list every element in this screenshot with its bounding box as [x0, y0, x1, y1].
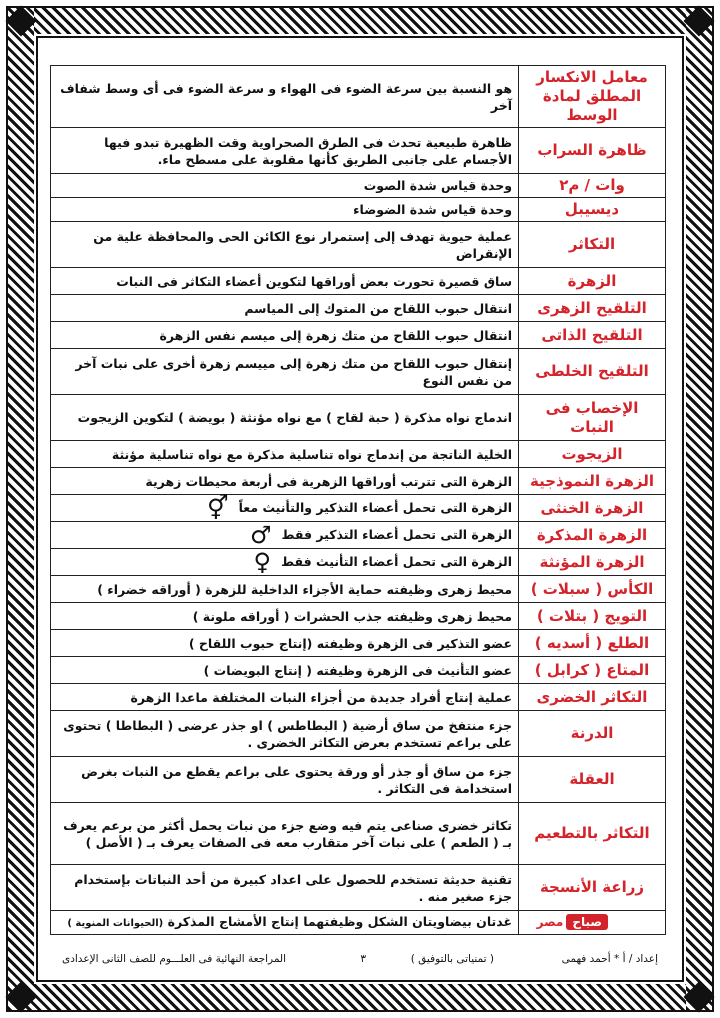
term-cell: العقلة: [519, 757, 666, 803]
definition-text: جزء من ساق أو جذر أو ورقة يحتوى على براعم يقطع من النبات بغرض استخدامة فى التكاثر .: [81, 763, 512, 796]
definition-text: اندماج نواه مذكرة ( حبة لقاح ) مع نواه مؤنثة ( بويضة ) لتكوين الزيجوت: [77, 410, 512, 425]
term-cell: الزيجوت: [519, 441, 666, 468]
term-cell: وات / م٢: [519, 174, 666, 198]
definition-text: غدتان بيضاويتان الشكل وظيفتهما إنتاج الأمشاج المذكرة: [167, 914, 512, 929]
table-row: [51, 865, 666, 911]
definition-cell: [51, 549, 519, 576]
definition-cell: [51, 268, 519, 295]
definition-text: وحدة قياس شدة الضوضاء: [353, 202, 512, 217]
table-row: [51, 603, 666, 630]
border-band-bottom: [8, 984, 712, 1010]
definition-text: تكاثر خضرى صناعى يتم فيه وضع جزء من نبات يحمل أكثر من برعم يعرف بـ ( الطعم ) على نبات آخر متقارب معه فى الصفات يعرف بـ ( الأصل ): [63, 817, 512, 850]
footer-author: إعداد / أ * أحمد فهمى: [561, 953, 658, 965]
border-band-left: [8, 8, 34, 1010]
definition-cell: [51, 757, 519, 803]
definition-text: محيط زهرى وظيفته جذب الحشرات ( أوراقه ملونة ): [192, 608, 512, 624]
table-row: [51, 468, 666, 495]
table-row: [51, 66, 666, 128]
table-row: [51, 222, 666, 268]
definition-note: (الحيوانات المنوية ): [67, 918, 164, 929]
logo-text-b: مصر: [536, 915, 564, 929]
gender-symbol-icon: ⚥: [206, 494, 229, 522]
definition-text: انتقال حبوب اللقاح من متك زهرة إلى ميسم نفس الزهرة: [159, 327, 512, 343]
definition-text: ظاهرة طبيعية تحدث فى الطرق الصحراوية وقت الظهيرة تبدو فيها الأجسام على جانبى الطريق كأنها مقلوبة على مسطح ماء.: [104, 134, 512, 167]
definition-cell: [51, 322, 519, 349]
definition-text: إنتقال حبوب اللقاح من متك زهرة إلى مييسم زهرة أخرى على نبات آخر من نفس النوع: [75, 355, 512, 388]
table-row: [51, 322, 666, 349]
definition-cell: [51, 174, 519, 198]
term-cell: التلقيح الخلطى: [519, 349, 666, 395]
table-row: [51, 295, 666, 322]
definition-cell: [51, 468, 519, 495]
term-cell: ديسيبل: [519, 198, 666, 222]
table-row: [51, 549, 666, 576]
term-cell: الطلع ( أسديه ): [519, 630, 666, 657]
definition-cell: [51, 711, 519, 757]
definition-text: محيط زهرى وظيفته حماية الأجزاء الداخلية للزهرة ( أوراقه خضراء ): [97, 581, 512, 597]
definition-text: الزهرة التى تحمل أعضاء التذكير والتأنيث معاً: [238, 500, 512, 515]
term-cell: التلقيح الذاتى: [519, 322, 666, 349]
table-row: [51, 803, 666, 865]
definition-cell: [51, 911, 519, 935]
definition-text: عضو التأنيث فى الزهرة وظيفته ( إنتاج البويضات ): [203, 662, 512, 678]
term-cell: الزهرة المذكرة: [519, 522, 666, 549]
definition-text: عضو التذكير فى الزهرة وظيفته (إنتاج حبوب اللقاح ): [188, 635, 512, 651]
glossary-body: [51, 66, 666, 935]
table-row: [51, 128, 666, 174]
term-cell: الزهرة: [519, 268, 666, 295]
gender-symbol-icon: ♀: [253, 548, 272, 576]
definition-text: الزهرة التى تترتب أوراقها الزهرية فى أربعة محيطات زهرية: [145, 473, 512, 489]
table-row: [51, 757, 666, 803]
definition-text: جزء منتفخ من ساق أرضية ( البطاطس ) او جذر عرضى ( البطاطا ) تحتوى على براعم تستخدم بعرض التكاثر الخضرى .: [63, 717, 512, 750]
definition-text: عملية حيوية تهدف إلى إستمرار نوع الكائن الحى والمحافظة علية من الإنقراض: [93, 228, 512, 261]
table-row: [51, 198, 666, 222]
definition-cell: [51, 495, 519, 522]
term-cell: التكاثر بالتطعيم: [519, 803, 666, 865]
term-cell: التكاثر: [519, 222, 666, 268]
page-footer: [58, 949, 662, 971]
definition-text: هو النسبة بين سرعة الضوء فى الهواء و سرعة الضوء فى أى وسط شفاف آخر: [60, 80, 512, 113]
table-row: [51, 522, 666, 549]
logo-text-a: صباح: [566, 914, 608, 930]
definition-text: تقنية حديثة تستخدم للحصول على اعداد كبيرة من أحد النباتات بإستخدام جزء صغير منه .: [74, 871, 512, 904]
table-row: [51, 395, 666, 441]
term-cell: الزهرة الخنثى: [519, 495, 666, 522]
definition-cell: [51, 603, 519, 630]
table-row: [51, 630, 666, 657]
definition-cell: [51, 576, 519, 603]
definition-text: عملية إنتاج أفراد جديدة من أجزاء النبات المختلفة ماعدا الزهرة: [130, 689, 512, 705]
term-cell: الكأس ( سبلات ): [519, 576, 666, 603]
term-cell: ظاهرة السراب: [519, 128, 666, 174]
definition-cell: [51, 865, 519, 911]
table-row: [51, 349, 666, 395]
definition-cell: [51, 630, 519, 657]
border-band-right: [686, 8, 712, 1010]
definition-cell: [51, 803, 519, 865]
definition-cell: [51, 198, 519, 222]
table-row: [51, 711, 666, 757]
term-cell: الدرنة: [519, 711, 666, 757]
table-row: [51, 268, 666, 295]
term-cell: الإخصاب فى النبات: [519, 395, 666, 441]
term-cell: زراعة الأنسجة: [519, 865, 666, 911]
term-cell: التكاثر الخضرى: [519, 684, 666, 711]
table-row: [51, 495, 666, 522]
page-number: ٣: [360, 953, 366, 965]
term-cell: الزهرة النموذجية: [519, 468, 666, 495]
definition-cell: [51, 349, 519, 395]
term-cell: المتاع ( كرابل ): [519, 657, 666, 684]
definition-cell: [51, 522, 519, 549]
table-row: [51, 576, 666, 603]
definition-cell: [51, 128, 519, 174]
definition-cell: [51, 657, 519, 684]
term-cell: التويج ( بتلات ): [519, 603, 666, 630]
definition-cell: [51, 395, 519, 441]
definition-cell: [51, 222, 519, 268]
definition-text: الزهرة التى تحمل أعضاء التأنيث فقط: [281, 554, 512, 569]
definition-cell: [51, 295, 519, 322]
site-logo: [520, 911, 608, 931]
definition-text: الزهرة التى تحمل أعضاء التذكير فقط: [281, 527, 512, 542]
definition-text: ساق قصيرة تحورت بعض أوراقها لتكوين أعضاء التكاثر فى النبات: [116, 273, 512, 289]
gender-symbol-icon: ♂: [249, 521, 272, 549]
glossary-table: [50, 65, 666, 935]
table-row: [51, 657, 666, 684]
definition-text: الخلية الناتجة من إندماج نواه تناسلية مذكرة مع نواه تناسلية مؤنثة: [111, 446, 512, 462]
term-cell: معامل الانكسار المطلق لمادة الوسط: [519, 66, 666, 128]
footer-wish: ( تمنياتى بالتوفيق ): [410, 953, 494, 965]
term-cell: الزهرة المؤنثة: [519, 549, 666, 576]
definition-cell: [51, 684, 519, 711]
definition-text: وحدة قياس شدة الصوت: [363, 178, 512, 193]
definition-text: انتقال حبوب اللقاح من المتوك إلى المياسم: [244, 300, 512, 316]
definition-cell: [51, 441, 519, 468]
table-row: [51, 684, 666, 711]
definition-cell: [51, 66, 519, 128]
term-cell: التلقيح الزهرى: [519, 295, 666, 322]
footer-title: المراجعة النهائية فى العلـــوم للصف الثانى الإعدادى: [62, 953, 287, 965]
table-row: [51, 174, 666, 198]
border-band-top: [8, 8, 712, 34]
table-row: [51, 441, 666, 468]
